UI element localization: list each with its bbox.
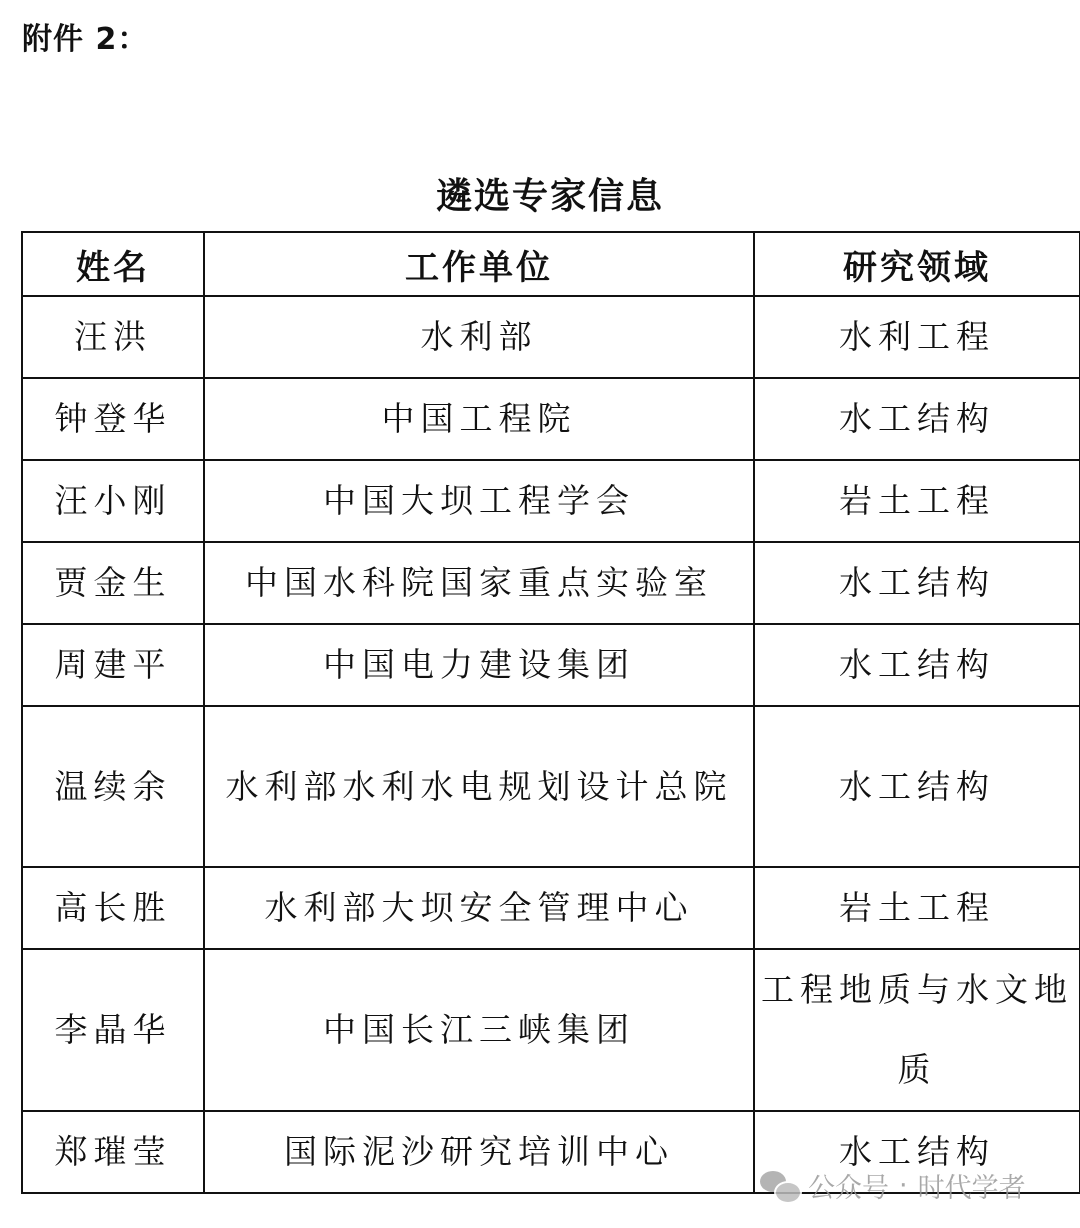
cell-unit: 国际泥沙研究培训中心 (204, 1111, 754, 1193)
table-row (22, 460, 1080, 542)
header-field: 研究领域 (754, 232, 1080, 296)
cell-field: 水工结构 (754, 706, 1080, 867)
cell-field: 水利工程 (754, 296, 1080, 378)
cell-name: 李晶华 (22, 949, 204, 1111)
cell-name: 贾金生 (22, 542, 204, 624)
table-row (22, 624, 1080, 706)
cell-name: 周建平 (22, 624, 204, 706)
cell-field: 工程地质与水文地质 (754, 949, 1080, 1111)
watermark (760, 1166, 1026, 1205)
cell-unit: 中国水科院国家重点实验室 (204, 542, 754, 624)
cell-field: 岩土工程 (754, 867, 1080, 949)
watermark-account-type: 公众号 (808, 1173, 889, 1204)
cell-unit: 水利部 (204, 296, 754, 378)
cell-name: 温续余 (22, 706, 204, 867)
wechat-icon (760, 1169, 800, 1203)
cell-field: 岩土工程 (754, 460, 1080, 542)
table-row (22, 296, 1080, 378)
table-header-row (22, 232, 1080, 296)
table-row (22, 542, 1080, 624)
cell-name: 汪小刚 (22, 460, 204, 542)
experts-table (21, 231, 1080, 1194)
table-row (22, 867, 1080, 949)
cell-name: 高长胜 (22, 867, 204, 949)
watermark-separator: · (899, 1170, 908, 1201)
cell-name: 汪洪 (22, 296, 204, 378)
cell-unit: 中国电力建设集团 (204, 624, 754, 706)
table-row (22, 949, 1080, 1111)
cell-field: 水工结构 (754, 1111, 1080, 1193)
cell-unit: 中国大坝工程学会 (204, 460, 754, 542)
cell-field: 水工结构 (754, 624, 1080, 706)
table-row (22, 706, 1080, 867)
cell-name: 郑璀莹 (22, 1111, 204, 1193)
watermark-account-name: 时代学者 (917, 1173, 1026, 1204)
cell-unit: 水利部水利水电规划设计总院 (204, 706, 754, 867)
cell-unit: 中国长江三峡集团 (204, 949, 754, 1111)
cell-unit: 水利部大坝安全管理中心 (204, 867, 754, 949)
header-unit: 工作单位 (204, 232, 754, 296)
table-row (22, 378, 1080, 460)
cell-name: 钟登华 (22, 378, 204, 460)
attachment-label: 附件 2： (22, 22, 149, 57)
cell-unit: 中国工程院 (204, 378, 754, 460)
document-title: 遴选专家信息 (435, 176, 664, 217)
header-name: 姓名 (22, 232, 204, 296)
cell-field: 水工结构 (754, 378, 1080, 460)
cell-field: 水工结构 (754, 542, 1080, 624)
